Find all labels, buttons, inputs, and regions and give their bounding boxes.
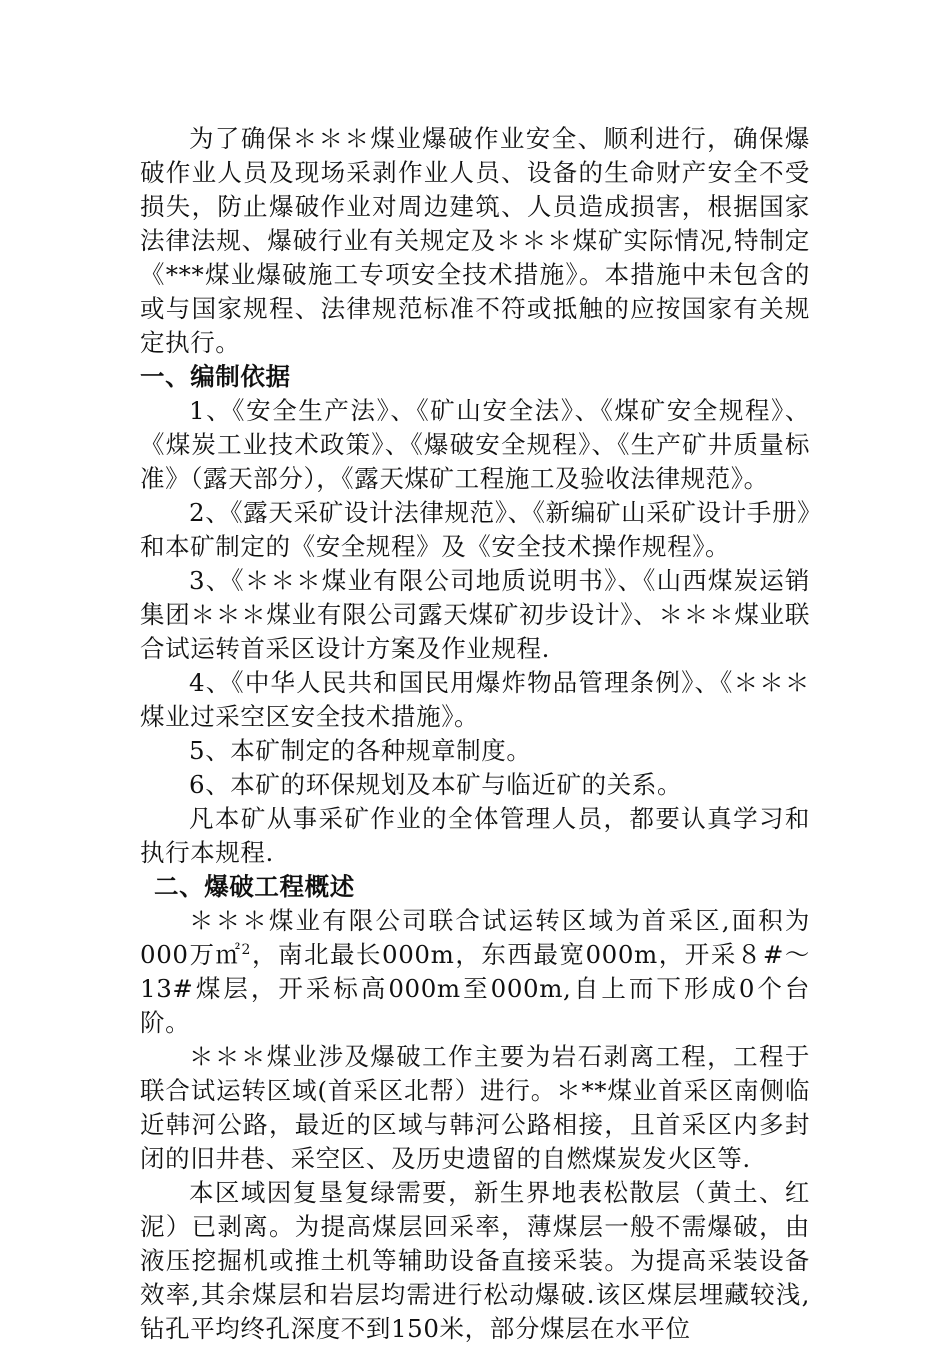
overview-paragraph-3: 本区域因复垦复绿需要，新生界地表松散层（黄土、红泥）已剥离。为提高煤层回采率，薄煤层一般不需爆破，由液压挖掘机或推土机等辅助设备直接采装。为提高采装设备效率,其余煤层和岩层均需进行松动爆破.该区煤层埋藏较浅,钻孔平均终孔深度不到150米，部分煤层在水平位 — [140, 1178, 810, 1343]
basis-item-1: 1、《安全生产法》、《矿山安全法》、《煤矿安全规程》、《煤炭工业技术政策》、《爆破安全规程》、《生产矿井质量标准》（露天部分），《露天煤矿工程施工及验收法律规范》。 — [140, 396, 810, 493]
basis-item-4: 4、《中华人民共和国民用爆炸物品管理条例》、《＊＊＊煤业过采空区安全技术措施》。 — [140, 668, 810, 731]
intro-paragraph: 为了确保＊＊＊煤业爆破作业安全、顺利进行，确保爆破作业人员及现场采剥作业人员、设备的生命财产安全不受损失，防止爆破作业对周边建筑、人员造成损害，根据国家法律法规、爆破行业有关规定及＊＊＊煤矿实际情况,特制定《***煤业爆破施工专项安全技术措施》。本措施中未包含的或与国家规程、法律规范标准不符或抵触的应按国家有关规定执行。 — [140, 124, 810, 357]
basis-item-5: 5、本矿制定的各种规章制度。 — [189, 736, 532, 765]
overview-paragraph-2: ＊＊＊煤业涉及爆破工作主要为岩石剥离工程，工程于联合试运转区域(首采区北帮）进行。＊**煤业首采区南侧临近韩河公路，最近的区域与韩河公路相接，且首采区内多封闭的旧井巷、采空区、及历史遗留的自燃煤炭发火区等. — [140, 1042, 810, 1173]
document-page — [140, 122, 810, 1346]
section-heading-overview: 二、爆破工程概述 — [154, 872, 355, 901]
basis-item-2: 2、《露天采矿设计法律规范》、《新编矿山采矿设计手册》和本矿制定的《安全规程》及《安全技术操作规程》。 — [140, 498, 810, 561]
overview-1-text-a: ＊＊＊煤业有限公司联合试运转区域为首采区,面积为000万㎡ — [140, 906, 810, 969]
overview-paragraph-1 — [140, 904, 810, 1040]
basis-item-3: 3、《＊＊＊煤业有限公司地质说明书》、《山西煤炭运销集团＊＊＊煤业有限公司露天煤矿初步设计》、＊＊＊煤业联合试运转首采区设计方案及作业规程. — [140, 566, 810, 663]
basis-item-6: 6、本矿的环保规划及本矿与临近矿的关系。 — [189, 770, 683, 799]
section-heading-basis: 一、编制依据 — [140, 362, 291, 391]
basis-note: 凡本矿从事采矿作业的全体管理人员，都要认真学习和执行本规程. — [140, 804, 810, 867]
overview-1-text-b: ，南北最长000m，东西最宽000m，开采８#～13#煤层，开采标高000m至000m,自上而下形成0个台阶。 — [140, 940, 811, 1037]
area-unit-superscript: 2 — [241, 941, 252, 958]
